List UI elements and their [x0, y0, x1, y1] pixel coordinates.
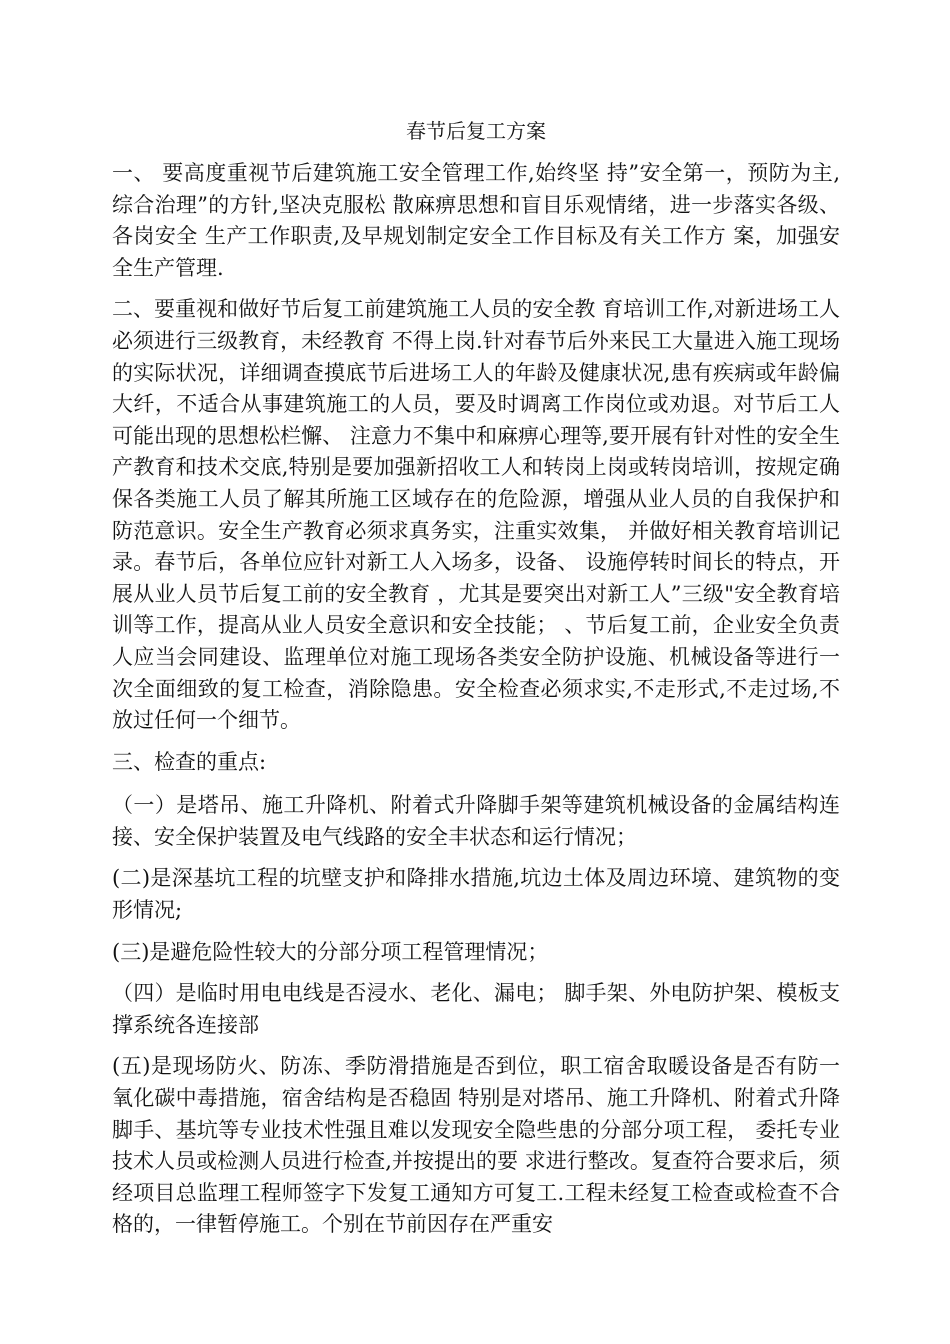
paragraph-section-3-heading: 三、检查的重点:	[112, 749, 267, 774]
paragraph-item-3: (三)是避危险性较大的分部分项工程管理情况；	[112, 939, 549, 964]
paragraph-section-1: 一、 要高度重视节后建筑施工安全管理工作,始终坚 持”安全第一，预防为主,综合治理”的方针,坚决克服松 散麻痹思想和盲目乐观情绪，进一步落实各级、各岗安全 生产工作职责,及早规划制定安全工作目标及有关工作方 案，加强安全生产管理.	[112, 161, 840, 280]
paragraph-item-2: (二)是深基坑工程的坑壁支护和降排水措施,坑边土体及周边环境、建筑物的变形情况;	[112, 866, 840, 923]
paragraph-item-5: (五)是现场防火、防冻、季防滑措施是否到位，职工宿舍取暖设备是否有防一氧化碳中毒措施，宿舍结构是否稳固 特别是对塔吊、施工升降机、附着式升降脚手、基坑等专业技术性强且难以发现安全隐些患的分部分项工程， 委托专业技术人员或检测人员进行检查,并按提出的要 求进行整改。复查符合要求后，须经项目总监理工程师签字下发复工通知方可复工.工程未经复工检查或检查不合格的，一律暂停施工。个别在节前因存在严重安	[112, 1054, 840, 1237]
paragraph-item-4: （四）是临时用电电线是否浸水、老化、漏电； 脚手架、外电防护架、模板支撑系统各连接部	[112, 981, 840, 1037]
document-title: 春节后复工方案	[406, 119, 546, 143]
document-page	[112, 116, 840, 1251]
paragraph-section-2: 二、要重视和做好节后复工前建筑施工人员的安全教 育培训工作,对新进场工人必须进行三级教育，未经教育 不得上岗.针对春节后外来民工大量进入施工现场的实际状况，详细调查摸底节后进场工人的年龄及健康状况,患有疾病或年龄偏大纤，不适合从事建筑施工的人员，要及时调离工作岗位或劝退。对节后工人可能出现的思想松栏懈、 注意力不集中和麻痹心理等,要开展有针对性的安全生产教育和技术交底,特别是要加强新招收工人和转岗上岗或转岗培训，按规定确保各类施工人员了解其所施工区域存在的危险源，增强从业人员的自我保护和防范意识。安全生产教育必须求真务实，注重实效集， 并做好相关教育培训记录。春节后，各单位应针对新工人入场多，设备、 设施停转时间长的特点，开展从业人员节后复工前的安全教育 ，尤其是要突出对新工人”三级"安全教育培训等工作，提高从业人员安全意识和安全技能； 、节后复工前，企业安全负责人应当会同建设、监理单位对施工现场各类安全防护设施、机械设备等进行一次全面细致的复工检查，消除隐患。安全检查必须求实,不走形式,不走过场,不放过任何一个细节。	[112, 297, 840, 733]
paragraph-item-1: （一）是塔吊、施工升降机、附着式升降脚手架等建筑机械设备的金属结构连接、安全保护装置及电气线路的安全丰状态和运行情况；	[112, 793, 840, 849]
